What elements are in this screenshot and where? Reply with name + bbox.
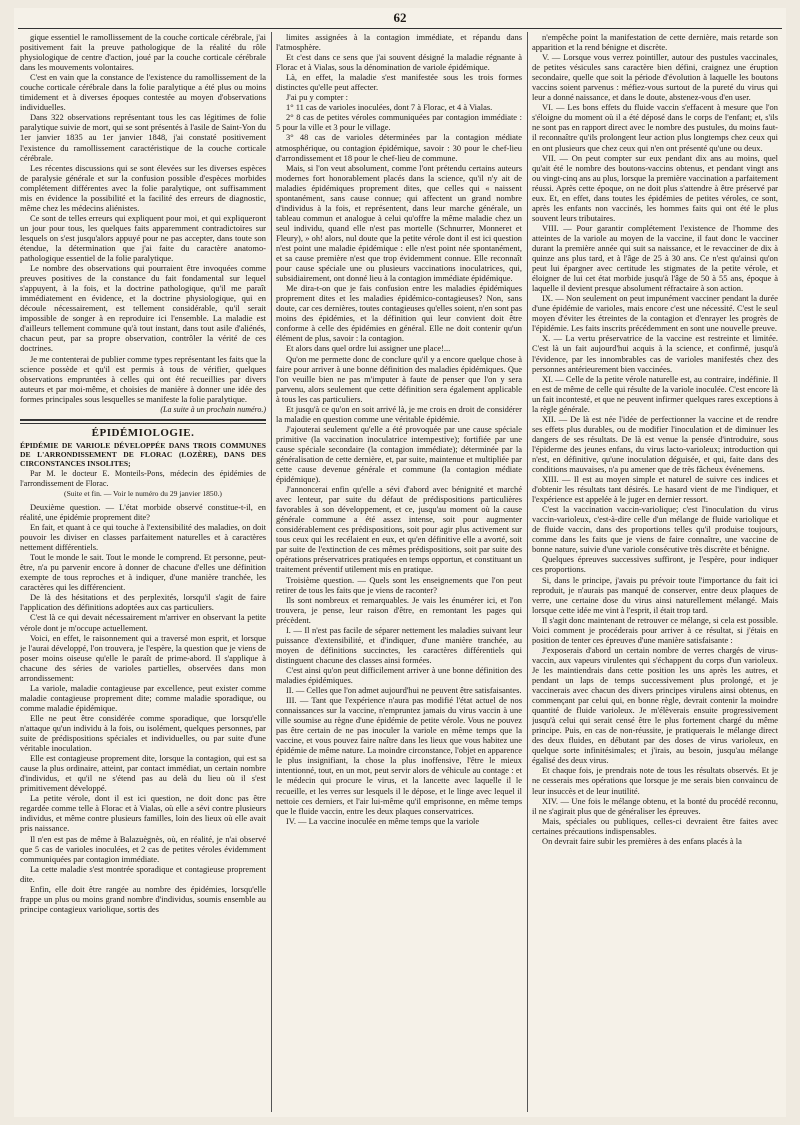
paragraph: J'exposerais d'abord un certain nombre de verres chargés de virus-vaccin, aux vapeurs virulentes qui s'échappent du corps d'un varioleux. Je les maintiendrais dans cette position les uns après les autres, et pendant un laps de temps successivement plus prolongé, et je vaccinerais avec chacun des divers principes virulens ainsi obtenus, en commençant par celui qui, en bonne règle, devrait contenir la moindre quantité de fluide varioleux. Je m'élèverais ensuite progressivement jusqu'à celui qui serait censé être le plus fortement chargé du même principe. Puis, en cas de non-réussite, je pratiquerais le mélange direct des deux fluides, en débutant par des doses de virus varioleux, en quelque sorte infinitésimales; et j'irais, au besoin, jusqu'au mélange égalisé des deux virus. — [532, 644, 778, 766]
paragraph: Dans 322 observations représentant tous les cas légitimes de folie paralytique suivie de mort, qui se sont présentés à l'asile de Saint-Yon du 1er janvier 1835 au 1er janvier 1848, j'ai constaté positivement l'existence du ramollissement caractéristique de la couche corticale cérébrale. — [20, 112, 266, 163]
paragraph: gique essentiel le ramollissement de la couche corticale cérébrale, j'ai positivement fait la preuve pathologique de la réalité du rôle physiologique de centre d'action, joué par la couche corticale cérébrale dans les mouvements volontaires. — [20, 32, 266, 73]
paragraph: III. — Tant que l'expérience n'aura pas modifié l'état actuel de nos connaissances sur la vaccine, n'empruntez jamais du virus vaccin à une ville soumise au règne d'une épidémie de petite vérole. Vous ne pouvez pas être certain de ne pas inoculer la variole en même temps que la vaccine, et vous pouvez faire naître dans les lieux que vous habitez une épidémie de même nature. La moindre circonstance, l'objet en apparence le plus insignifiant, la chose la plus inoffensive, l'être le mieux intentionné, tout, en un mot, peut servir alors de véhicule au contage : et le médecin qui procure le virus, et la lancette avec laquelle il le recueille, et les verres sur lesquels il le dépose, et le linge avec lequel il nettoie ces derniers, et l'air lui-même qu'il emprisonne, en même temps que le fluide vaccin, entre les deux plaques conservatrices. — [276, 695, 522, 816]
paragraph: 1° 11 cas de varioles inoculées, dont 7 à Florac, et 4 à Vialas. — [286, 102, 493, 113]
paragraph: X. — La vertu préservatrice de la vaccine est restreinte et limitée. C'est là un fait aujourd'hui acquis à la science, et confirmé, jusqu'à l'évidence, par les innombrables cas de varioles manifestés chez des personnes antérieurement bien vaccinées. — [532, 333, 778, 374]
article-epidemic-body-middle — [276, 32, 522, 826]
paragraph: Et alors dans quel ordre lui assigner une place!... — [286, 343, 451, 354]
newspaper-page — [14, 8, 786, 1117]
paragraph: Voici, en effet, le raisonnement qui a traversé mon esprit, et lorsque je l'aurai développé, l'on trouvera, je l'espère, la question que je viens de poser moins oiseuse qu'elle le paraît de prime-abord. Il s'applique à chacune des séries de varioles partielles, observées dans mon arrondissement: — [20, 632, 266, 683]
paragraph: La variole, maladie contagieuse par excellence, peut exister comme maladie contagieuse proprement dite; comme maladie sporadique, ou comme maladie épidémique. — [20, 682, 266, 713]
paragraph: Tout le monde le sait. Tout le monde le comprend. Et personne, peut-être, n'a pu parvenir encore à donner de chacune d'elles une définition exempte de tous reproches et à indiquer, d'une manière tranchée, les caractères qui les différencient. — [20, 552, 266, 593]
paragraph: Mais, si l'on veut absolument, comme l'ont prétendu certains auteurs modernes fort honorablement placés dans la science, qu'il n'y ait de maladies épidémiques proprement dites, que celles qui « naissent spontanément, sans cause connue; qui affectent un grand nombre d'individus à la fois, et représentent, dans leur marche générale, un tableau commun et analogue à celui qu'offre la même maladie chez un seul individu, quand elle n'est pas mortelle (Schnurrer, Monneret et Fleury), » oh! alors, nul doute que la petite vérole dont il est ici question n'est point une maladie épidémique : elle n'est point née spontanément, et sa cause première n'est que trop évidemment connue. Elle reconnaît pour cause spéciale une ou plusieurs vaccinations inoculatrices, qui, subsidiairement, ont donné lieu à la contagion immédiate épidémique. — [276, 162, 522, 284]
paragraph: On devrait faire subir les premières à des enfans placés à la — [542, 835, 742, 846]
paragraph: Et c'est dans ce sens que j'ai souvent désigné la maladie régnante à Florac et à Vialas, sous la dénomination de variole épidémique. — [276, 52, 522, 73]
section-divider — [20, 419, 266, 424]
paragraph: Je me contenterai de publier comme types représentant les faits que la science possède et qu'il est permis à tous de vérifier, quelques observations empruntées à celles qui ont été recueillies par divers auteurs et par moi-même, et choisies de manière à donner une idée des formes principales sous lesquelles se manifeste la folie paralytique. — [20, 353, 266, 404]
column-divider — [527, 32, 528, 1112]
continuation-note: (La suite à un prochain numéro.) — [160, 404, 266, 414]
paragraph: Ils sont nombreux et remarquables. Je vais les énumérer ici, et l'on trouvera, je pense, leur raison d'être, en remontant les pages qui précèdent. — [276, 594, 522, 625]
paragraph: C'est là ce qui devait nécessairement m'arriver en observant la petite vérole dont je m'occupe actuellement. — [20, 612, 266, 633]
column-left — [20, 32, 266, 1112]
paragraph: XII. — De là est née l'idée de perfectionner la vaccine et de rendre ses effets plus durables, ou de modifier l'inoculation et de diminuer les dangers de ses résultats. De là est venue la pensée d'introduire, sous l'épiderme des jeunes enfans, du virus lacto-varioleux; introduction qui n'est, en définitive, qu'une inoculation déguisée, et qui, faite dans des conditions mauvaises, n'a pu amener que de très fâcheux événemens. — [532, 413, 778, 475]
paragraph: XIV. — Une fois le mélange obtenu, et la bonté du procédé reconnu, il ne s'agirait plus que de généraliser les épreuves. — [532, 795, 778, 816]
paragraph: Il s'agit donc maintenant de retrouver ce mélange, si cela est possible. Voici comment je procéderais pour arriver à ce résultat, si j'étais en position de tenter ces épreuves d'une manière satisfaisante : — [532, 614, 778, 645]
paragraph: C'est ainsi qu'on peut difficilement arriver à une bonne définition des maladies épidémiques. — [276, 664, 522, 685]
paragraph: I. — Il n'est pas facile de séparer nettement les maladies suivant leur puissance d'extensibilité, et d'indiquer, d'une manière tranchée, au moyen de définitions succinctes, les caractères différentiels qui distinguent chacune des classes ainsi formées. — [276, 624, 522, 665]
paragraph: Quelques épreuves successives suffiront, je l'espère, pour indiquer ces proportions. — [532, 554, 778, 575]
paragraph: Il n'en est pas de même à Balazuègnès, où, en réalité, je n'ai observé que 5 cas de varioles inoculées, et 2 cas de petites véroles évidemment communiquées par contagion immédiate. — [20, 833, 266, 864]
paragraph: Et chaque fois, je prendrais note de tous les résultats observés. Et je ne cesserais mes opérations que lorsque je me serais bien convaincu de leur insuccès et de leur inutilité. — [532, 765, 778, 796]
paragraph: J'ajouterai seulement qu'elle a été provoquée par une cause spéciale primitive (la vaccination inoculatrice intempestive); fortifiée par une cause spéciale secondaire (la contagion immédiate); déterminée par la généralisation de cette dernière, et, par suite, maintenue et multipliée par cette cause devenue générale et commune (la contagion médiate épidémique). — [276, 423, 522, 485]
paragraph: Et jusqu'à ce qu'on en soit arrivé là, je me crois en droit de considérer la maladie en question comme une véritable épidémie. — [276, 403, 522, 424]
page-number: 62 — [393, 10, 407, 25]
column-right — [532, 32, 778, 1112]
paragraph: n'empêche point la manifestation de cette dernière, mais retarde son apparition et la rend bénigne et discrète. — [532, 32, 778, 53]
paragraph: XIII. — Il est au moyen simple et naturel de suivre ces indices et d'obtenir les résultats tant désirés. Le hasard vient de me l'indiquer, et l'expérience est appelée à le juger en dernier ressort. — [532, 474, 778, 505]
paragraph: Troisième question. — Quels sont les enseignements que l'on peut retirer de tous les faits que je viens de raconter? — [276, 574, 522, 595]
article-epidemic-body — [20, 502, 266, 914]
paragraph: Elle ne peut être considérée comme sporadique, que lorsqu'elle n'attaque qu'un individu à la fois, ou isolément, quelques personnes, par suite de prédispositions spéciales et individuelles, ou par suite d'une véritable inoculation. — [20, 712, 266, 754]
paragraph: IV. — La vaccine inoculée en même temps que la variole — [286, 815, 480, 826]
paragraph: limites assignées à la contagion immédiate, et répandu dans l'atmosphère. — [276, 32, 522, 53]
paragraph: Là, en effet, la maladie s'est manifestée sous les trois formes distinctes qu'elle peut affecter. — [276, 72, 522, 93]
paragraph: C'est la vaccination vaccin-variolique; c'est l'inoculation du virus vaccin-varioleux, c'est-à-dire celle d'un mélange de fluide variolique et de fluide vaccin, dans des proportions telles qu'il produise toujours, comme dans les faits que je viens de faire connaître, une vaccine de bonne nature, suivie d'une variole consécutive très discrète et bénigne. — [532, 504, 778, 555]
paragraph: Mais, spéciales ou publiques, celles-ci devraient être faites avec certaines précautions indispensables. — [532, 815, 778, 836]
article-title: ÉPIDÉMIE DE VARIOLE DÉVELOPPÉE DANS TROIS COMMUNES DE L'ARRONDISSEMENT DE FLORAC (LOZÈRE), DANS DES CIRCONSTANCES INSOLITES; — [20, 440, 266, 468]
paragraph: La cette maladie s'est montrée sporadique et contagieuse proprement dite. — [20, 863, 266, 884]
article-epidemic-body-right — [532, 32, 778, 846]
section-title: ÉPIDÉMIOLOGIE. — [91, 426, 195, 439]
paragraph: VI. — Les bons effets du fluide vaccin s'effacent à mesure que l'on s'éloigne du moment où il a été déposé dans le corps de l'enfant; et, s'ils ne sont pas en rapport direct avec le nombre des pustules, du moins faut-il reconnaître qu'ils prolongent leur action plus longtemps chez ceux qui en ont plusieurs que chez ceux qui n'en ont présenté qu'une ou deux. — [532, 102, 778, 153]
paragraph: VII. — On peut compter sur eux pendant dix ans au moins, quel qu'ait été le nombre des boutons-vaccins obtenus, et pendant vingt ans ou vingt-cinq ans au plus, lorsque la première vaccination a parfaitement réussi. Après cette époque, on ne doit plus s'attendre à être préservé par eux. Et, en effet, dans toutes les épidémies de petites véroles, ce sont, après les enfants non vaccinés, les hommes faits qui ont été le plus souvent leurs tributaires. — [532, 152, 778, 223]
paragraph: II. — Celles que l'on admet aujourd'hui ne peuvent être satisfaisantes. — [286, 685, 522, 696]
paragraph: XI. — Celle de la petite vérole naturelle est, au contraire, indéfinie. Il en est de même de celle qui résulte de la variole inoculée. C'est encore là un fait incontesté, et que ne peuvent infirmer quelques rares exceptions à la règle générale. — [532, 373, 778, 414]
paragraph: 3° 48 cas de varioles déterminées par la contagion médiate atmosphérique, ou contagion épidémique, savoir : 30 pour le chef-lieu d'arrondissement et 18 pour le chef-lieu de commune. — [276, 132, 522, 163]
paragraph: C'est en vain que la constance de l'existence du ramollissement de la couche corticale cérébrale dans la folie paralytique a été plus ou moins timidement et à diverses époques contestée au moyen d'observations individuelles. — [20, 72, 266, 113]
paragraph: De là des hésitations et des perplexités, lorsqu'il s'agit de faire l'application des définitions adoptées aux cas particuliers. — [20, 592, 266, 613]
paragraph: Qu'on me permette donc de conclure qu'il y a encore quelque chose à faire pour arriver à une bonne définition des maladies épidémiques. Que l'on veuille bien ne pas m'imputer à faute de penser que l'on y sera parvenu, alors seulement que cette définition sera également applicable à tous les cas particuliers. — [276, 353, 522, 404]
paragraph: Ce sont de telles erreurs qui expliquent pour moi, et qui expliqueront un jour pour tous, les quelques faits apparemment contradictoires sur lesquels on s'est jusqu'alors appuyé pour ne pas accepter, dans toute son étendue, la détermination que j'ai faite du caractère anatomo-pathologique essentiel de la folie paralytique. — [20, 212, 266, 264]
paragraph: Enfin, elle doit être rangée au nombre des épidémies, lorsqu'elle frappe un plus ou moins grand nombre d'individus, soumis ensemble au principe contagieux variolique, sortis des — [20, 883, 266, 914]
paragraph: Elle est contagieuse proprement dite, lorsque la contagion, qui est sa cause la plus ordinaire, atteint, par contact immédiat, un certain nombre d'individus, et qu'il ne s'étend pas au delà du lieu où il s'est primitivement développé. — [20, 753, 266, 794]
paragraph: Si, dans le principe, j'avais pu prévoir toute l'importance du fait ici reproduit, je n'aurais pas manqué de conserver, entre deux plaques de verre, une certaine dose du virus ainsi naturellement mélangé. Mais lorsque cette idée me vint à l'esprit, il était trop tard. — [532, 574, 778, 615]
article-byline: Par M. le docteur E. Monteils-Pons, médecin des épidémies de l'arrondissement de Florac. — [20, 468, 266, 488]
column-middle — [276, 32, 522, 1112]
paragraph: En fait, et quant à ce qui touche à l'extensibilité des maladies, on doit pouvoir les diviser en classes parfaitement naturelles et à caractères nettement différentiels. — [20, 522, 266, 553]
paragraph: Me dira-t-on que je fais confusion entre les maladies épidémiques proprement dites et les maladies épidémico-contagieuses? Non, sans doute, car ces dernières, toutes contagieuses qu'elles soient, n'en sont pas moins des épidémies, et la définition qui leur convient doit être conforme à celle des épidémies en général. Elle ne doit contenir qu'un élément de plus, savoir : la contagion. — [276, 283, 522, 344]
paragraph: V. — Lorsque vous verrez pointiller, autour des pustules vaccinales, de petites vésicules sans caractère bien défini, craignez une éruption secondaire, quelle que soit la période d'évolution à laquelle les boutons vaccins soient parvenus : méfiez-vous surtout de la pureté du virus qui leur a donné naissance, et dans le doute, abstenez-vous d'en user. — [532, 52, 778, 103]
paragraph: Les récentes discussions qui se sont élevées sur les diverses espèces de paralysie générale et sur la confusion possible d'espèces morbides complétement différentes avec la folie paralytique, ont suffisamment mis en évidence la possibilité et la facilité des erreurs de diagnostic, même chez les médecins aliénistes. — [20, 162, 266, 213]
article-subnote: (Suite et fin. — Voir le numéro du 29 janvier 1850.) — [64, 488, 222, 498]
paragraph: VIII. — Pour garantir complétement l'existence de l'homme des atteintes de la variole au moyen de la vaccine, il faut donc le vacciner durant la première année qui suit sa naissance, et le revacciner de dix à quinze ans plus tard, et à l'âge de 25 à 30 ans. Ce n'est qu'ainsi qu'on peut lui épargner avec certitude les stigmates de la petite vérole, et éloigner de lui cet état morbide jusqu'à l'âge de 50 à 55 ans, époque à laquelle il devient presque absolument réfractaire à son action. — [532, 222, 778, 294]
paragraph: La petite vérole, dont il est ici question, ne doit donc pas être regardée comme telle à Florac et à Vialas, où elle a sévi contre plusieurs individus, et même contre plusieurs familles, loin des lieux où elle avait pris naissance. — [20, 793, 266, 834]
paragraph: J'ai pu y compter : — [286, 92, 348, 103]
header-rule — [18, 28, 782, 29]
paragraph: 2° 8 cas de petites véroles communiquées par contagion immédiate : 5 pour la ville et 3 pour le village. — [276, 112, 522, 133]
paragraph: IX. — Non seulement on peut impunément vacciner pendant la durée d'une épidémie de varioles, mais encore c'est une nécessité. C'est le seul moyen d'éviter les étreintes de la contagion et d'enrayer les progrès de l'épidémie. Les faits inscrits précédemment en sont une nouvelle preuve. — [532, 293, 778, 334]
article-paralysis-continued — [20, 32, 266, 404]
paragraph: Deuxième question. — L'état morbide observé constitue-t-il, en réalité, une épidémie proprement dite? — [20, 501, 266, 523]
paragraph: J'annoncerai enfin qu'elle a sévi d'abord avec bénignité et marché avec lenteur, par suite du défaut de prédispositions particulières favorables à son développement, et ce, jusqu'au moment où la cause générale commune a été assez intense, soit pour augmenter considérablement ces prédispositions, soit pour agir plus activement sur tous ceux qui les recélaient en eux, et qu'en définitive elle a avorté, soit par suite de l'extinction de ces mêmes prédispositions, soit par suite des opérations préservatrices pratiquées en temps opportun, et constituant un traitement préventif utilement mis en pratique. — [276, 484, 522, 575]
column-divider — [271, 32, 272, 1112]
paragraph: Le nombre des observations qui pourraient être invoquées comme preuves positives de la constance du fait fondamental sur lequel s'appuyent, à la fois, et la doctrine pathologique, qu'il me paraît immédiatement en évidence, et la doctrine physiologique, qui en découle nécessairement, est tellement considérable, qu'il serait impossible de songer à en reproduire ici l'ensemble. La maladie est d'ailleurs tellement commune qu'à tout instant, dans tout asile d'aliénés, chacun peut, par sa propre observation, contrôler la vérité de ces doctrines. — [20, 263, 266, 354]
